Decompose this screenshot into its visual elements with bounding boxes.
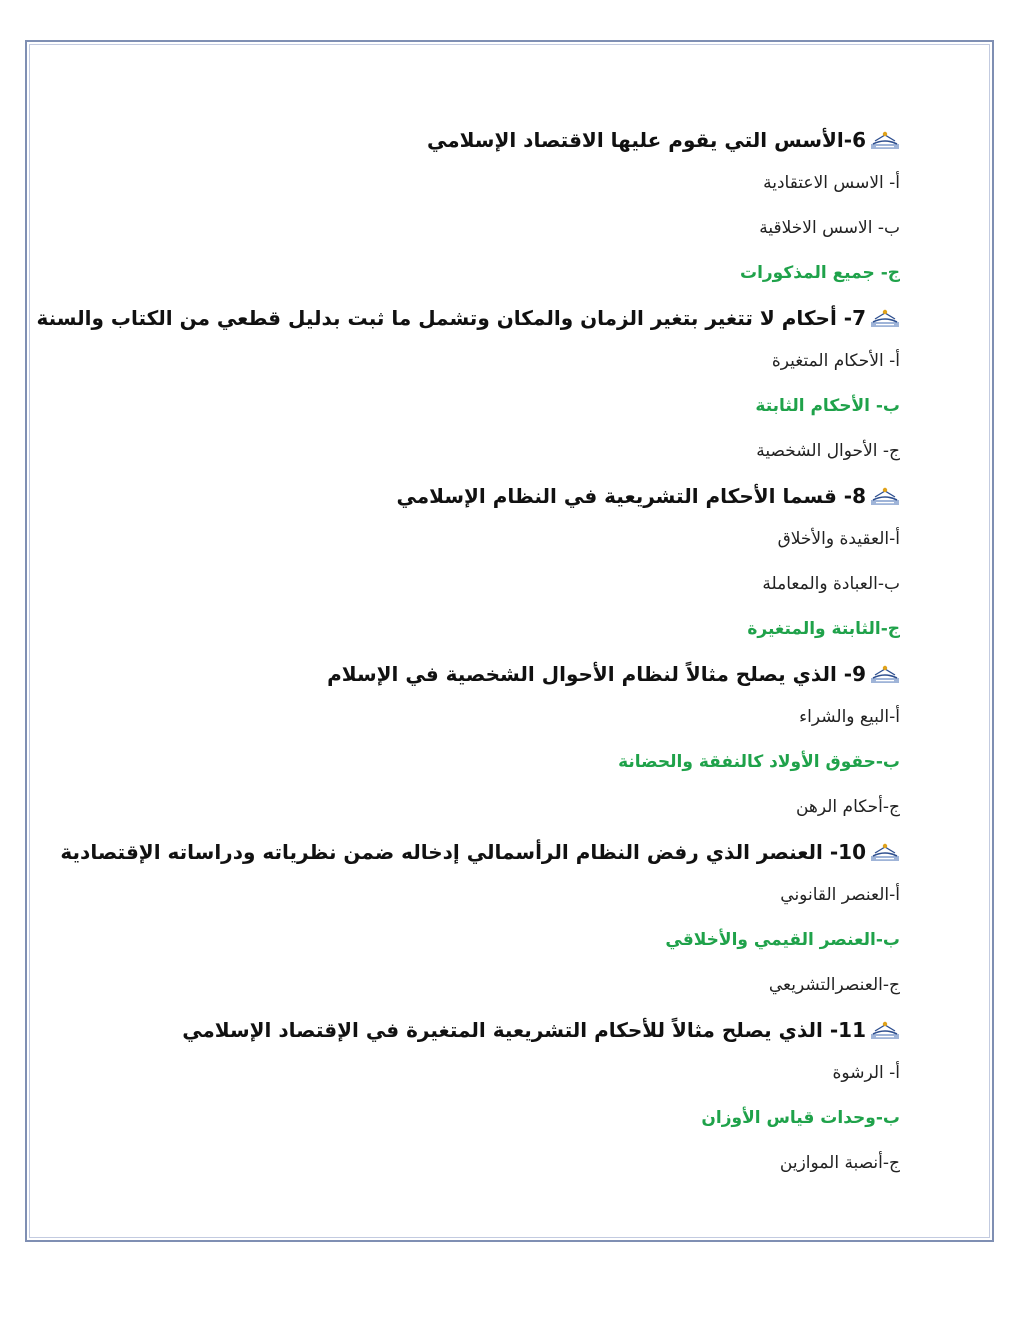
book-logo-icon <box>870 485 900 507</box>
option-c-correct: ج- جميع المذكورات <box>739 263 900 283</box>
question-text: 6-الأسس التي يقوم عليها الاقتصاد الإسلامي <box>427 127 866 152</box>
question-list <box>36 118 900 1186</box>
question-10 <box>60 830 900 873</box>
book-logo-icon <box>870 663 900 685</box>
option-b-correct: ب-العنصر القيمي والأخلاقي <box>665 930 900 950</box>
question-6 <box>100 118 900 161</box>
option-c-correct: ج-الثابتة والمتغيرة <box>747 619 900 639</box>
option-c: ج- الأحوال الشخصية <box>756 441 900 461</box>
question-text: 7- أحكام لا تتغير بتغير الزمان والمكان وتشمل ما ثبت بدليل قطعي من الكتاب والسنة <box>36 305 866 330</box>
option-a: أ- الأحكام المتغيرة <box>771 351 900 371</box>
option-a: أ- الرشوة <box>832 1063 900 1083</box>
option-c: ج-أحكام الرهن <box>795 797 900 817</box>
book-logo-icon <box>870 307 900 329</box>
book-logo-icon <box>870 129 900 151</box>
question-text: 8- قسما الأحكام التشريعية في النظام الإسلامي <box>396 483 866 508</box>
option-b: ب- الاسس الاخلاقية <box>759 218 900 238</box>
question-8 <box>100 474 900 517</box>
question-7 <box>36 296 900 339</box>
question-text: 11- الذي يصلح مثالاً للأحكام التشريعية المتغيرة في الإقتصاد الإسلامي <box>182 1017 866 1042</box>
question-text: 10- العنصر الذي رفض النظام الرأسمالي إدخاله ضمن نظرياته ودراساته الإقتصادية <box>60 839 866 864</box>
book-logo-icon <box>870 1019 900 1041</box>
option-a: أ-البيع والشراء <box>799 707 900 727</box>
question-11 <box>100 1008 900 1051</box>
option-b-correct: ب-حقوق الأولاد كالنفقة والحضانة <box>618 752 900 772</box>
question-text: 9- الذي يصلح مثالاً لنظام الأحوال الشخصية في الإسلام <box>327 661 866 686</box>
option-a: أ-العنصر القانوني <box>780 885 900 905</box>
option-b-correct: ب-وحدات قياس الأوزان <box>701 1108 900 1128</box>
option-b-correct: ب- الأحكام الثابتة <box>755 396 900 416</box>
option-c: ج-أنصبة الموازين <box>779 1153 900 1173</box>
option-a: أ- الاسس الاعتقادية <box>763 173 900 193</box>
book-logo-icon <box>870 841 900 863</box>
option-b: ب-العبادة والمعاملة <box>762 574 900 594</box>
option-c: ج-العنصرالتشريعي <box>768 975 900 995</box>
option-a: أ-العقيدة والأخلاق <box>777 529 900 549</box>
question-9 <box>100 652 900 695</box>
